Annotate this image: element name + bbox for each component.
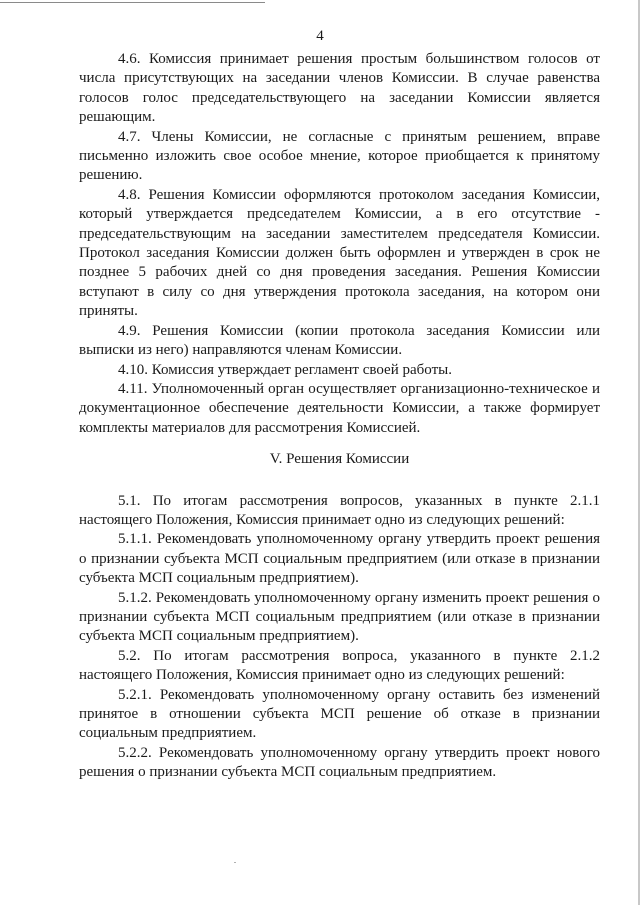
paragraph-4-10: 4.10. Комиссия утверждает регламент своей работы. xyxy=(118,361,452,378)
paragraph-4-9: 4.9. Решения Комиссии (копии протокола заседания Комиссии или выписки из него) направляются членам Комиссии. xyxy=(79,322,600,359)
paragraph-4-8: 4.8. Решения Комиссии оформляются протоколом заседания Комиссии, который утверждается председателем Комиссии, а в его отсутствие - председательствующим на заседании заместителем председателя Комиссии. Протокол заседания Комиссии должен быть оформлен и утвержден в срок не позднее 5 рабочих дней со дня проведения заседания. Решения Комиссии вступают в силу со дня утверждения протокола заседания, на котором они приняты. xyxy=(79,186,600,320)
paragraph-4-7: 4.7. Члены Комиссии, не согласные с принятым решением, вправе письменно изложить свое особое мнение, которое приобщается к принятому решению. xyxy=(79,128,600,184)
paragraph-5-2-1: 5.2.1. Рекомендовать уполномоченному органу оставить без изменений принятое в отношении субъекта МСП решение об отказе в признании социальным предприятием. xyxy=(79,686,600,742)
top-rule xyxy=(0,2,265,3)
paragraph-5-1: 5.1. По итогам рассмотрения вопросов, указанных в пункте 2.1.1 настоящего Положения, Комиссия принимает одно из следующих решений: xyxy=(79,492,600,528)
scan-speck xyxy=(234,862,236,863)
document-body xyxy=(79,50,600,783)
paragraph-5-2: 5.2. По итогам рассмотрения вопроса, указанного в пункте 2.1.2 настоящего Положения, Комиссия принимает одно из следующих решений: xyxy=(79,647,600,684)
paragraph-5-1-2: 5.1.2. Рекомендовать уполномоченному органу изменить проект решения о признании субъекта МСП социальным предприятием (или отказе в признании субъекта МСП социальным предприятием). xyxy=(79,589,600,645)
paragraph-5-1-1: 5.1.1. Рекомендовать уполномоченному органу утвердить проект решения о признании субъекта МСП социальным предприятием (или отказе в признании субъекта МСП социальным предприятием). xyxy=(79,531,600,587)
paragraph-5-2-2: 5.2.2. Рекомендовать уполномоченному органу утвердить проект нового решения о признании субъекта МСП социальным предприятием. xyxy=(79,744,600,781)
page-number: 4 xyxy=(316,28,324,44)
paragraph-4-11: 4.11. Уполномоченный орган осуществляет организационно-техническое и документационное обеспечение деятельности Комиссии, а также формирует комплекты материалов для рассмотрения Комиссией. xyxy=(79,380,600,436)
section-title: V. Решения Комиссии xyxy=(269,451,410,468)
paragraph-4-6: 4.6. Комиссия принимает решения простым большинством голосов от числа присутствующих на заседании членов Комиссии. В случае равенства голосов голос председательствующего на заседании Комиссии является решающим. xyxy=(79,51,600,126)
